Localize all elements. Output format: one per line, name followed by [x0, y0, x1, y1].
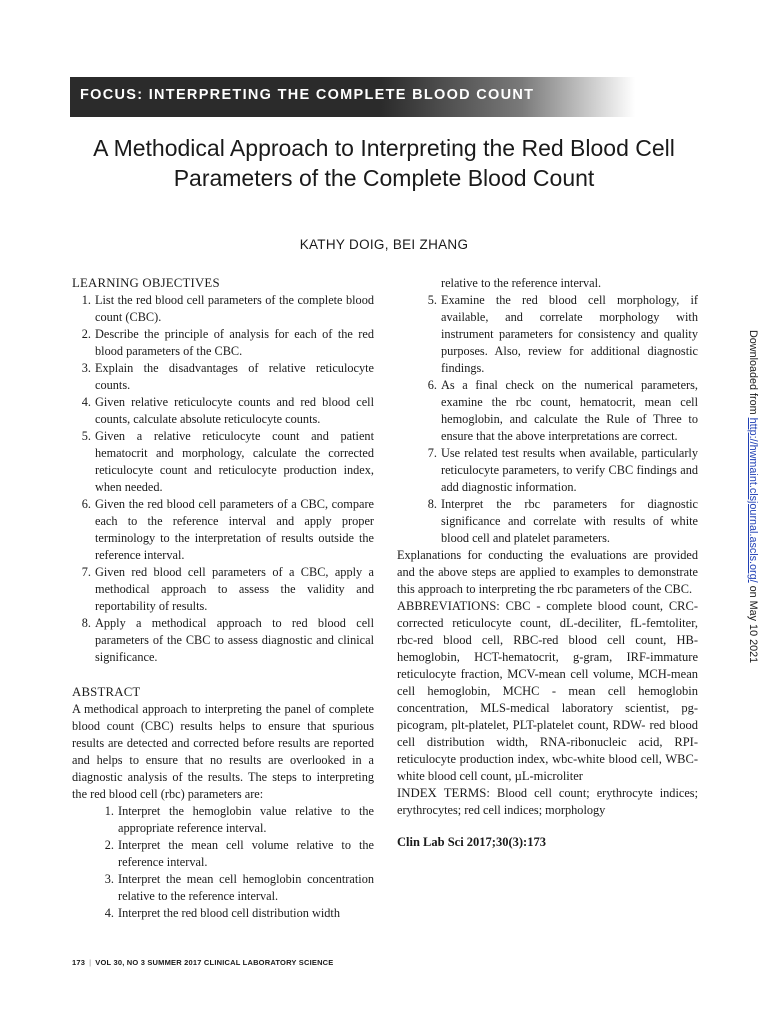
journal-info: VOL 30, NO 3 SUMMER 2017 CLINICAL LABORATORY SCIENCE [95, 958, 334, 967]
item-number: 6. [427, 378, 437, 392]
item-text: Interpret the mean cell volume relative to the reference interval. [118, 838, 374, 869]
learning-objectives-list [72, 292, 374, 666]
banner-text: FOCUS: INTERPRETING THE COMPLETE BLOOD COUNT [80, 87, 535, 103]
item-text: Given red blood cell parameters of a CBC, apply a methodical approach to assess the validity and reportability of results. [95, 565, 374, 613]
list-item [72, 360, 374, 394]
continued-steps-list [397, 292, 698, 547]
abbreviations-label: ABBREVIATIONS: [397, 599, 500, 613]
list-item [72, 292, 374, 326]
item-text: As a final check on the numerical parameters, examine the rbc count, hematocrit, mean cell hemoglobin, and calculate the Rule of Three to ensure that the above interpretations are correct. [441, 378, 698, 443]
article-authors: KATHY DOIG, BEI ZHANG [299, 237, 469, 252]
item-text: Interpret the mean cell hemoglobin concentration relative to the reference interval. [118, 872, 374, 903]
item-text: Interpret the rbc parameters for diagnostic significance and correlate with results of white blood cell and platelet parameters. [441, 497, 698, 545]
list-item [72, 837, 374, 871]
item-text: Interpret the hemoglobin value relative to the appropriate reference interval. [118, 804, 374, 835]
list-item [72, 871, 374, 905]
abbreviations-paragraph [397, 598, 698, 785]
abstract-text: A methodical approach to interpreting the panel of complete blood count (CBC) results helps to ensure that spurious results are detected and corrected before results are reported and helps to ensure that no results are overlooked in a diagnostic analysis of the results. The steps to interpreting the red blood cell (rbc) parameters are: [72, 702, 374, 801]
list-item [72, 428, 374, 496]
item-number: 3. [81, 361, 91, 375]
list-item [72, 496, 374, 564]
explanation-paragraph: Explanations for conducting the evaluations are provided and the above steps are applied to examples to demonstrate this approach to interpreting the rbc parameters of the CBC. [397, 548, 698, 596]
list-item [397, 377, 698, 445]
item-text: Given the red blood cell parameters of a CBC, compare each to the reference interval and apply proper terminology to the interpretation of results outside the reference interval. [95, 497, 374, 562]
download-prefix: Downloaded from [747, 330, 759, 415]
abstract-steps-list [72, 803, 374, 922]
item-number: 8. [427, 497, 437, 511]
item-number: 7. [81, 565, 91, 579]
item-number: 5. [427, 293, 437, 307]
item-text: List the red blood cell parameters of the complete blood count (CBC). [95, 293, 374, 324]
item-text: Explain the disadvantages of relative reticulocyte counts. [95, 361, 374, 392]
abstract-heading: ABSTRACT [72, 685, 141, 699]
item-number: 3. [104, 872, 114, 886]
page-number: 173 [72, 958, 86, 967]
list-item [72, 803, 374, 837]
item-text: Examine the red blood cell morphology, if available, and correlate morphology with instrument parameters for consistency and quality purposes. Also, review for additional diagnostic findings. [441, 293, 698, 375]
list-item [397, 496, 698, 547]
item-number: 4. [81, 395, 91, 409]
item-text: Apply a methodical approach to red blood cell parameters of the CBC to assess diagnostic and clinical significance. [95, 616, 374, 664]
page-footer [72, 958, 334, 967]
list-item [397, 292, 698, 377]
item-text: Describe the principle of analysis for each of the red blood parameters of the CBC. [95, 327, 374, 358]
item-number: 5. [81, 429, 91, 443]
learning-objectives-heading: LEARNING OBJECTIVES [72, 276, 220, 290]
download-link[interactable]: http://hwmaint.clsjournal.ascls.org/ [747, 417, 759, 583]
left-column [72, 275, 374, 922]
continued-step-text: relative to the reference interval. [441, 276, 602, 290]
item-number: 8. [81, 616, 91, 630]
list-item [397, 445, 698, 496]
item-text: Given a relative reticulocyte count and patient hematocrit and morphology, calculate the corrected reticulocyte count and reticulocyte production index, when needed. [95, 429, 374, 494]
section-banner [70, 77, 635, 117]
footer-separator: | [89, 958, 92, 967]
index-terms-paragraph [397, 785, 698, 819]
list-item [72, 394, 374, 428]
abbreviations-text: CBC - complete blood count, CRC-corrected reticulocyte count, dL-deciliter, fL-femtoliter, rbc-red blood cell, RBC-red blood cell count, HB-hemoglobin, HCT-hematocrit, g-gram, IRF-immature reticulocyte fraction, MCV-mean cell volume, MCH-mean cell hemoglobin, MCHC - mean cell hemoglobin concentration, MLS-medical laboratory scientist, pg-picogram, plt-platelet, PLT-platelet count, RDW- red blood cell distribution width, RNA-ribonucleic acid, RPI-reticulocyte production index, wbc-white blood cell, WBC-white blood cell count, µL-microliter [397, 599, 698, 783]
item-number: 6. [81, 497, 91, 511]
item-text: Given relative reticulocyte counts and red blood cell counts, calculate absolute reticulocyte counts. [95, 395, 374, 426]
item-text: Use related test results when available, particularly reticulocyte parameters, to verify CBC findings and add diagnostic information. [441, 446, 698, 494]
citation: Clin Lab Sci 2017;30(3):173 [397, 835, 546, 849]
item-number: 2. [81, 327, 91, 341]
abstract-section [72, 684, 374, 922]
download-date: on May 10 2021 [747, 585, 759, 664]
item-number: 1. [104, 804, 114, 818]
item-number: 7. [427, 446, 437, 460]
list-item [72, 326, 374, 360]
download-notice [747, 330, 759, 663]
item-number: 4. [104, 906, 114, 920]
item-number: 2. [104, 838, 114, 852]
article-title: A Methodical Approach to Interpreting the Red Blood Cell Parameters of the Complete Blood Count [93, 135, 675, 191]
item-text: Interpret the red blood cell distribution width [118, 906, 340, 920]
list-item [72, 564, 374, 615]
list-item [72, 615, 374, 666]
list-item [72, 905, 374, 922]
index-terms-label: INDEX TERMS: [397, 786, 490, 800]
item-number: 1. [81, 293, 91, 307]
index-terms-text: Blood cell count; erythrocyte indices; erythrocytes; red cell indices; morphology [397, 786, 698, 817]
right-column [397, 275, 698, 851]
